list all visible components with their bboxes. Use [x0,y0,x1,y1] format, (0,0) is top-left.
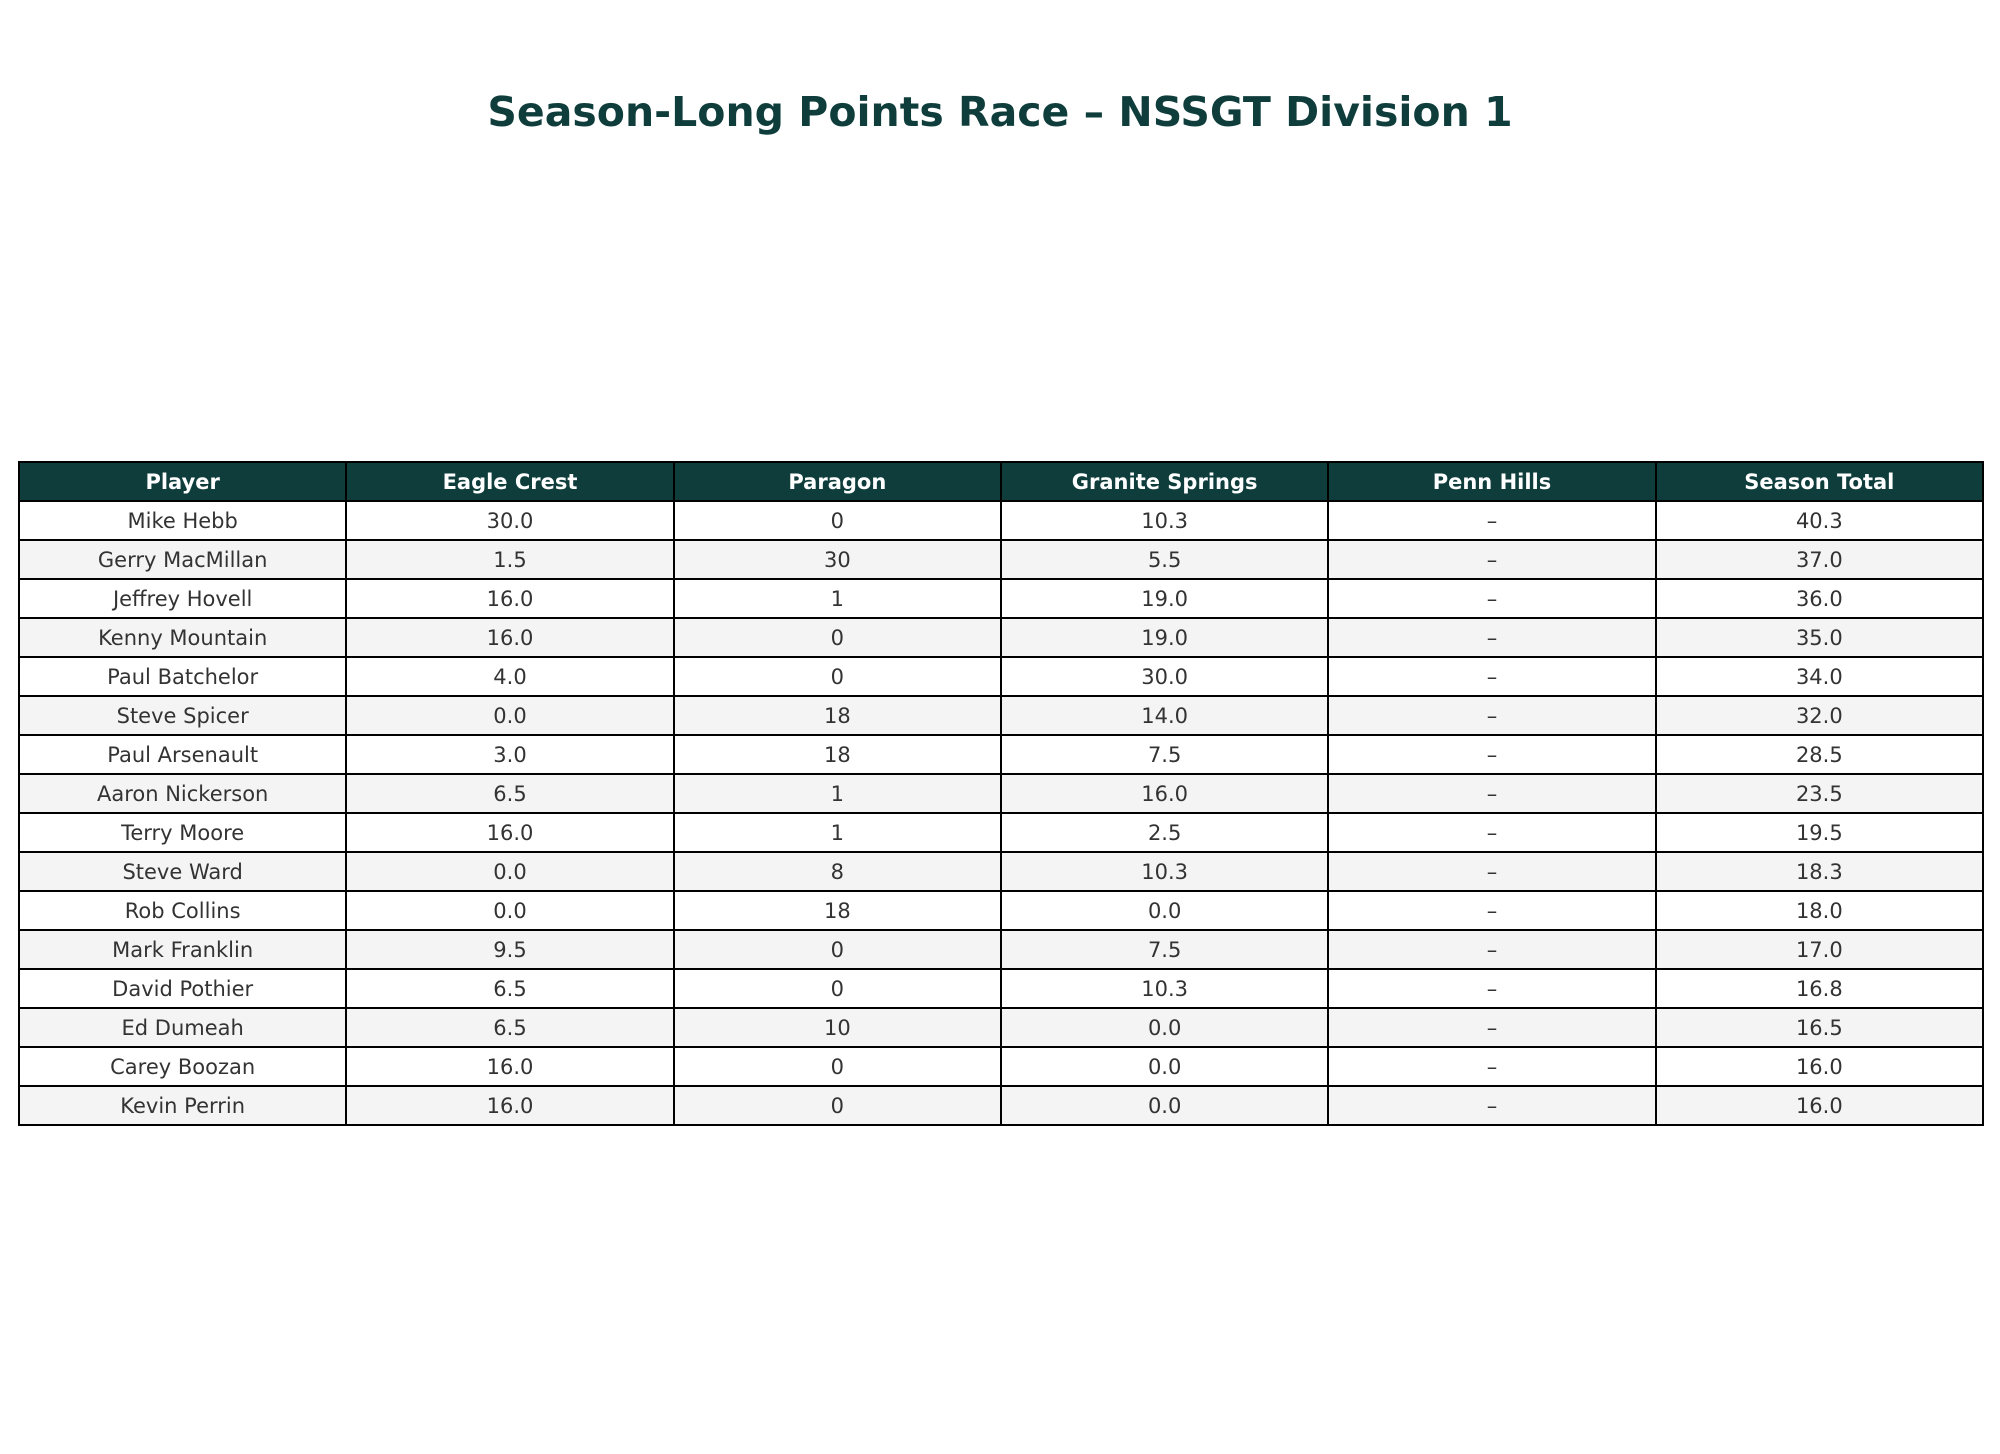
cell-eagle-crest: 0.0 [346,891,673,930]
table-row [19,930,1983,969]
table-row [19,696,1983,735]
cell-paragon: 0 [674,1086,1001,1125]
col-header-penn-hills: Penn Hills [1328,462,1655,501]
cell-granite-springs: 10.3 [1001,852,1328,891]
table-row [19,891,1983,930]
cell-granite-springs: 16.0 [1001,774,1328,813]
cell-paragon: 0 [674,930,1001,969]
cell-paragon: 30 [674,540,1001,579]
cell-season-total: 16.8 [1656,969,1983,1008]
points-table [18,461,1984,1126]
cell-granite-springs: 19.0 [1001,579,1328,618]
cell-paragon: 1 [674,579,1001,618]
cell-player: Kevin Perrin [19,1086,346,1125]
cell-penn-hills: – [1328,618,1655,657]
cell-eagle-crest: 16.0 [346,813,673,852]
cell-paragon: 18 [674,891,1001,930]
table-row [19,579,1983,618]
col-header-player: Player [19,462,346,501]
cell-season-total: 36.0 [1656,579,1983,618]
cell-paragon: 1 [674,774,1001,813]
cell-granite-springs: 5.5 [1001,540,1328,579]
table-row [19,735,1983,774]
cell-penn-hills: – [1328,1086,1655,1125]
cell-season-total: 16.0 [1656,1086,1983,1125]
cell-penn-hills: – [1328,1008,1655,1047]
cell-granite-springs: 0.0 [1001,891,1328,930]
cell-eagle-crest: 4.0 [346,657,673,696]
cell-granite-springs: 14.0 [1001,696,1328,735]
table-row [19,540,1983,579]
cell-eagle-crest: 16.0 [346,618,673,657]
cell-season-total: 37.0 [1656,540,1983,579]
chart-title: Season-Long Points Race – NSSGT Division 1 [487,88,1513,136]
cell-penn-hills: – [1328,696,1655,735]
cell-eagle-crest: 1.5 [346,540,673,579]
cell-granite-springs: 10.3 [1001,969,1328,1008]
cell-penn-hills: – [1328,540,1655,579]
cell-player: Steve Ward [19,852,346,891]
cell-season-total: 23.5 [1656,774,1983,813]
cell-paragon: 18 [674,696,1001,735]
cell-player: Steve Spicer [19,696,346,735]
cell-player: Paul Batchelor [19,657,346,696]
cell-granite-springs: 10.3 [1001,501,1328,540]
cell-eagle-crest: 9.5 [346,930,673,969]
cell-paragon: 0 [674,969,1001,1008]
col-header-season-total: Season Total [1656,462,1983,501]
cell-paragon: 8 [674,852,1001,891]
cell-season-total: 35.0 [1656,618,1983,657]
table-row [19,1086,1983,1125]
cell-granite-springs: 0.0 [1001,1047,1328,1086]
cell-penn-hills: – [1328,813,1655,852]
cell-player: Kenny Mountain [19,618,346,657]
cell-season-total: 17.0 [1656,930,1983,969]
col-header-granite-springs: Granite Springs [1001,462,1328,501]
cell-penn-hills: – [1328,969,1655,1008]
cell-paragon: 10 [674,1008,1001,1047]
cell-eagle-crest: 16.0 [346,1086,673,1125]
cell-season-total: 19.5 [1656,813,1983,852]
cell-player: Ed Dumeah [19,1008,346,1047]
table-row [19,1008,1983,1047]
table-row [19,774,1983,813]
cell-player: Mike Hebb [19,501,346,540]
cell-player: Gerry MacMillan [19,540,346,579]
cell-granite-springs: 0.0 [1001,1086,1328,1125]
table-row [19,1047,1983,1086]
cell-penn-hills: – [1328,930,1655,969]
cell-granite-springs: 2.5 [1001,813,1328,852]
cell-player: Terry Moore [19,813,346,852]
cell-penn-hills: – [1328,891,1655,930]
cell-penn-hills: – [1328,1047,1655,1086]
cell-granite-springs: 19.0 [1001,618,1328,657]
col-header-eagle-crest: Eagle Crest [346,462,673,501]
cell-paragon: 18 [674,735,1001,774]
cell-granite-springs: 0.0 [1001,1008,1328,1047]
table-row [19,618,1983,657]
cell-paragon: 0 [674,1047,1001,1086]
cell-season-total: 16.0 [1656,1047,1983,1086]
cell-season-total: 18.3 [1656,852,1983,891]
cell-eagle-crest: 30.0 [346,501,673,540]
cell-penn-hills: – [1328,579,1655,618]
table-row [19,969,1983,1008]
cell-penn-hills: – [1328,774,1655,813]
cell-player: Aaron Nickerson [19,774,346,813]
cell-penn-hills: – [1328,735,1655,774]
cell-paragon: 1 [674,813,1001,852]
cell-penn-hills: – [1328,657,1655,696]
cell-eagle-crest: 0.0 [346,696,673,735]
col-header-paragon: Paragon [674,462,1001,501]
cell-player: Carey Boozan [19,1047,346,1086]
cell-paragon: 0 [674,501,1001,540]
cell-player: Mark Franklin [19,930,346,969]
cell-player: Rob Collins [19,891,346,930]
table-row [19,501,1983,540]
cell-granite-springs: 30.0 [1001,657,1328,696]
table-row [19,813,1983,852]
cell-player: Jeffrey Hovell [19,579,346,618]
cell-season-total: 18.0 [1656,891,1983,930]
cell-season-total: 34.0 [1656,657,1983,696]
cell-eagle-crest: 6.5 [346,969,673,1008]
cell-paragon: 0 [674,657,1001,696]
cell-penn-hills: – [1328,852,1655,891]
cell-paragon: 0 [674,618,1001,657]
table-body [19,501,1983,1125]
cell-season-total: 16.5 [1656,1008,1983,1047]
cell-eagle-crest: 6.5 [346,774,673,813]
cell-season-total: 32.0 [1656,696,1983,735]
cell-season-total: 40.3 [1656,501,1983,540]
cell-penn-hills: – [1328,501,1655,540]
cell-eagle-crest: 0.0 [346,852,673,891]
cell-season-total: 28.5 [1656,735,1983,774]
table-row [19,852,1983,891]
header-row [19,462,1983,501]
table-row [19,657,1983,696]
cell-eagle-crest: 16.0 [346,1047,673,1086]
cell-granite-springs: 7.5 [1001,735,1328,774]
cell-granite-springs: 7.5 [1001,930,1328,969]
cell-eagle-crest: 3.0 [346,735,673,774]
cell-player: David Pothier [19,969,346,1008]
cell-eagle-crest: 16.0 [346,579,673,618]
cell-eagle-crest: 6.5 [346,1008,673,1047]
cell-player: Paul Arsenault [19,735,346,774]
